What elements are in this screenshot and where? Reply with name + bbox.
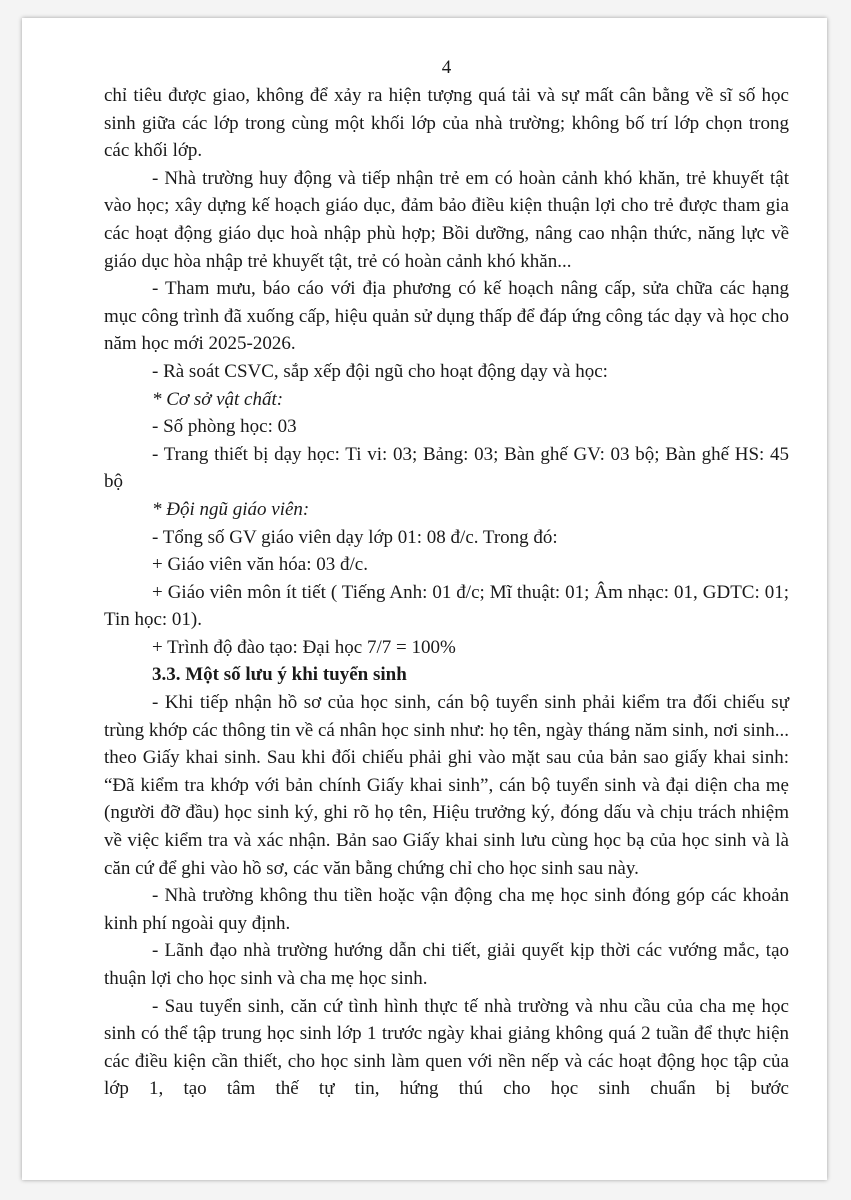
paragraph-after-enrollment: - Sau tuyển sinh, căn cứ tình hình thực tế nhà trường và nhu cầu của cha mẹ học sinh có thể tập trung học sinh lớp 1 trước ngày khai giảng không quá 2 tuần để thực hiện các điều kiện cần thiết, cho học sinh làm quen với nền nếp và các hoạt động học tập của lớp 1, tạo tâm thế tự tin, hứng thú cho học sinh chuẩn bị bước	[104, 995, 789, 1100]
subheading-teachers: * Đội ngũ giáo viên:	[152, 498, 310, 520]
paragraph-facility-upgrade: - Tham mưu, báo cáo với địa phương có kế hoạch nâng cấp, sửa chữa các hạng mục công trình đã xuống cấp, hiệu quản sử dụng thấp để đáp ứng công tác dạy và học cho năm học mới 2025-2026.	[104, 278, 789, 355]
paragraph-leadership-guidance: - Lãnh đạo nhà trường hướng dẫn chi tiết, giải quyết kịp thời các vướng mắc, tạo thuận lợi cho học sinh và cha mẹ học sinh.	[104, 940, 789, 989]
document-page	[22, 18, 827, 1180]
page-content	[104, 56, 789, 1103]
paragraph-review-csvc: - Rà soát CSVC, sắp xếp đội ngũ cho hoạt động dạy và học:	[152, 360, 608, 382]
list-item-culture-teachers: + Giáo viên văn hóa: 03 đ/c.	[152, 554, 368, 576]
subheading-facilities: * Cơ sở vật chất:	[152, 388, 284, 410]
section-heading-enrollment-notes: 3.3. Một số lưu ý khi tuyển sinh	[152, 664, 407, 686]
list-item-qualification: + Trình độ đào tạo: Đại học 7/7 = 100%	[152, 636, 456, 658]
list-item-classrooms: - Số phòng học: 03	[152, 416, 297, 438]
list-item-teacher-total: - Tổng số GV giáo viên dạy lớp 01: 08 đ/c. Trong đó:	[152, 526, 558, 548]
paragraph-continuation: chỉ tiêu được giao, không để xảy ra hiện tượng quá tải và sự mất cân bằng về sĩ số học sinh giữa các lớp trong cùng một khối lớp của nhà trường; không bố trí lớp chọn trong các khối lớp.	[104, 85, 789, 162]
page-number: 4	[441, 57, 452, 78]
paragraph-no-fees: - Nhà trường không thu tiền hoặc vận động cha mẹ học sinh đóng góp các khoản kinh phí ngoài quy định.	[104, 885, 789, 934]
paragraph-document-check: - Khi tiếp nhận hồ sơ của học sinh, cán bộ tuyển sinh phải kiểm tra đối chiếu sự trùng khớp các thông tin về cá nhân học sinh như: họ tên, ngày tháng năm sinh, nơi sinh... theo Giấy khai sinh. Sau khi đối chiếu phải ghi vào mặt sau của bản sao giấy khai sinh: “Đã kiểm tra khớp với bản chính Giấy khai sinh”, cán bộ tuyển sinh và đại diện cha mẹ (người đỡ đầu) học sinh ký, ghi rõ họ tên, Hiệu trưởng ký, đóng dấu và chịu trách nhiệm về việc kiểm tra và xác nhận. Bản sao Giấy khai sinh lưu cùng học bạ của học sinh và là căn cứ để ghi vào hồ sơ, các văn bằng chứng chỉ cho học sinh sau này.	[104, 692, 789, 879]
paragraph-inclusive-education: - Nhà trường huy động và tiếp nhận trẻ em có hoàn cảnh khó khăn, trẻ khuyết tật vào học; xây dựng kế hoạch giáo dục, đảm bảo điều kiện thuận lợi cho trẻ được tham gia các hoạt động giáo dục hoà nhập phù hợp; Bồi dưỡng, nâng cao nhận thức, năng lực về giáo dục hòa nhập trẻ khuyết tật, trẻ có hoàn cảnh khó khăn...	[104, 167, 789, 272]
list-item-subject-teachers: + Giáo viên môn ít tiết ( Tiếng Anh: 01 đ/c; Mĩ thuật: 01; Âm nhạc: 01, GDTC: 01; Tin học: 01).	[104, 581, 789, 631]
list-item-equipment: - Trang thiết bị dạy học: Ti vi: 03; Bảng: 03; Bàn ghế GV: 03 bộ; Bàn ghế HS: 45 bộ	[104, 443, 789, 493]
